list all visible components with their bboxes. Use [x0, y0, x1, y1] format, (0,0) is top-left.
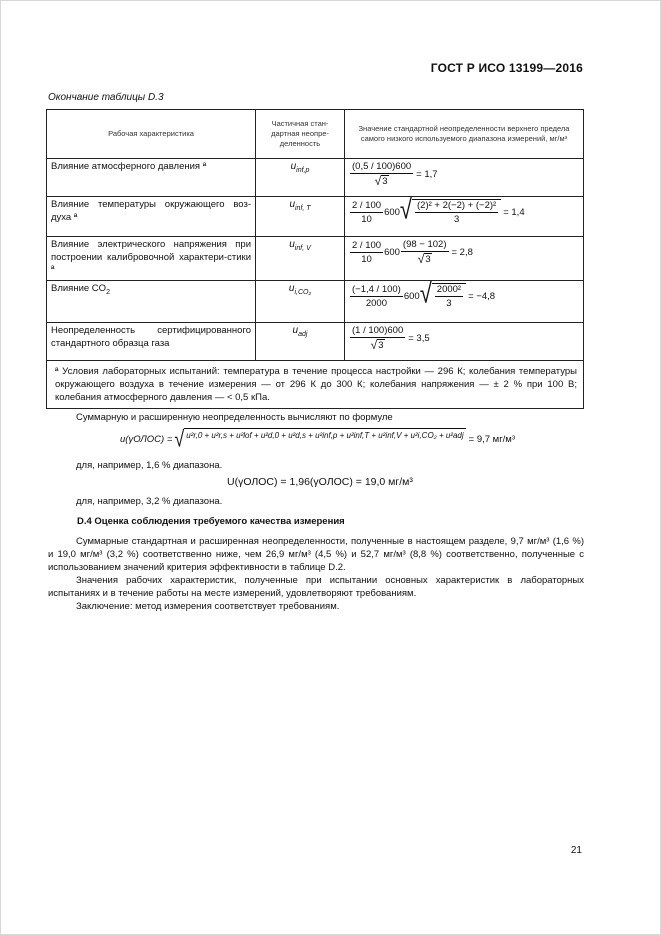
table-caption: Окончание таблицы D.3: [48, 92, 164, 103]
table-row: [47, 281, 584, 323]
formula-reference-gas: (1 / 100)600 √ 3 = 3,5: [352, 325, 430, 352]
table-header-row: [47, 110, 584, 159]
formula-temperature: $\frac{2 / 100}{10}$ 600 √ $\frac{\text{(2)² + 2(−2) + (−2)²}}{3}$ = 1,4: [352, 193, 525, 225]
formula1-terms: u²r,0 + u²r,s + u²lof + u²d,0 + u²d,s + u²inf,p + u²inf,T + u²inf,V + u²i,CO₂ + u²adj: [184, 428, 465, 450]
table-footnote: ª Условия лабораторных испытаний: температура в течение процесса настройки — 296 К; колебания температуры окружающего воздуха в течение измерения — от 296 К до 300 К; колебания напряжения — ± 2 % при 100 В; колебания атмосферного давления — < 0,5 кПа.: [47, 361, 584, 409]
table-row: [47, 197, 584, 237]
row-characteristic: Влияние температуры окружающего воз-духа ª: [47, 197, 256, 237]
row-formula: [345, 323, 584, 361]
col-header-characteristic: Рабочая характеристика: [47, 110, 256, 159]
col-header-partial-uncertainty: Частичная стан-дартная неопре-деленность: [256, 110, 345, 159]
row-symbol: $u_{i,CO_2}$: [256, 281, 345, 323]
uncertainty-table: [46, 109, 584, 409]
paragraph-requirements: Значения рабочих характеристик, полученные при испытании основных характеристик в лабораторных испытаниях и в течение работы на месте измерений, удовлетворяют требованиям.: [48, 575, 584, 599]
paragraph-comparison: Суммарные стандартная и расширенная неопределенности, полученные в настоящем разделе, 9,7 мг/м³ (1,6 %) и 19,0 мг/м³ (3,2 %) соответственно ниже, чем 26,9 мг/м³ (4,5 %) и 52,7 мг/м³ (8,8 %) соответственно, полученные с использованием значений критерия эффективности в таблице D.2.: [48, 536, 584, 573]
formula1-rhs: = 9,7 мг/м³: [468, 433, 516, 445]
row-symbol: $u_{adj}$: [256, 323, 345, 361]
formula-co2: $\frac{(-1,4 / 100)}{2000}$ 600 √ $\frac{\text{2000²}}{3}$ = −4,8: [352, 277, 496, 309]
row-symbol: $u_{inf, T}$: [256, 197, 345, 237]
table-row: [47, 237, 584, 281]
paragraph-range-1: для, например, 1,6 % диапазона.: [76, 460, 223, 471]
row-characteristic: Влияние электрического напряжения при построении калибровочной характери-стики ª: [47, 237, 256, 281]
section-heading: D.4 Оценка соблюдения требуемого качества измерения: [77, 516, 345, 527]
row-characteristic: Влияние $CO_2$: [47, 281, 256, 323]
table-footnote-row: [47, 361, 584, 409]
paragraph-range-2: для, например, 3,2 % диапазона.: [76, 496, 223, 507]
col-header-value: Значение стандартной неопределенности верхнего предела самого низкого используемого диапазона измерений, мг/м³: [345, 110, 584, 159]
formula-combined-uncertainty: u(γОЛОС) = √ u²r,0 + u²r,s + u²lof + u²d,0 + u²d,s + u²inf,p + u²inf,T + u²inf,V + u²i,CO₂ + u²adj = 9,7 мг/м³: [120, 426, 516, 452]
row-formula: [345, 193, 584, 237]
row-symbol: $u_{inf, V}$: [256, 237, 345, 281]
row-characteristic: Влияние атмосферного давления ª: [47, 159, 256, 197]
document-header: ГОСТ Р ИСО 13199—2016: [430, 61, 583, 75]
page-number: 21: [570, 845, 582, 856]
row-characteristic: Неопределенность сертифицированного стандартного образца газа: [47, 323, 256, 361]
row-symbol: $u_{inf,p}$: [256, 159, 345, 197]
table-row: [47, 323, 584, 361]
row-formula: [345, 159, 584, 197]
row-formula: [345, 277, 584, 323]
formula1-lhs: u(γОЛОС) =: [120, 433, 173, 445]
row-formula: [345, 237, 584, 281]
formula-pressure: (0,5 / 100)600 √ 3 = 1,7: [352, 161, 438, 188]
paragraph-conclusion: Заключение: метод измерения соответствует требованиям.: [76, 601, 340, 612]
paragraph-formula-intro: Суммарную и расширенную неопределенность вычисляют по формуле: [76, 412, 393, 423]
table-row: [47, 159, 584, 197]
formula-expanded-uncertainty: U(γОЛОС) = 1,96(γОЛОС) = 19,0 мг/м³: [227, 476, 413, 488]
formula-voltage: $\frac{2 / 100}{10}$ 600 (98 − 102) √ 3 = 2,8: [352, 239, 473, 266]
